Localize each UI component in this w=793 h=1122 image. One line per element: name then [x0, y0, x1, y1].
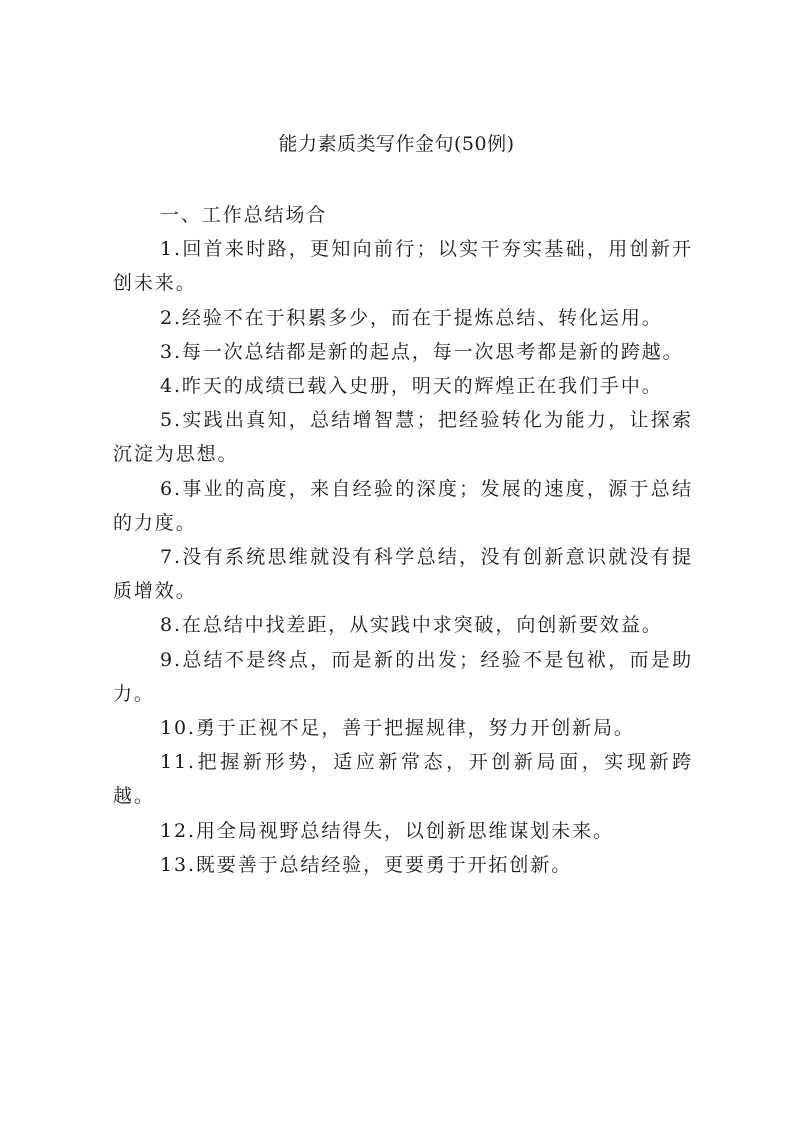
- list-item: 11.把握新形势，适应新常态，开创新局面，实现新跨越。: [113, 751, 693, 808]
- list-item: 3.每一次总结都是新的起点，每一次思考都是新的跨越。: [160, 340, 684, 363]
- list-item: 8.在总结中找差距，从实践中求突破，向创新要效益。: [160, 614, 663, 637]
- list-item: 4.昨天的成绩已载入史册，明天的辉煌正在我们手中。: [160, 375, 663, 398]
- list-item: 5.实践出真知，总结增智慧；把经验转化为能力，让探索沉淀为思想。: [113, 409, 693, 466]
- list-item: 10.勇于正视不足，善于把握规律，努力开创新局。: [160, 717, 635, 740]
- section-heading: 一、工作总结场合: [160, 204, 328, 226]
- list-item: 12.用全局视野总结得失，以创新思维谋划未来。: [160, 819, 614, 842]
- list-item: 6.事业的高度，来自经验的深度；发展的速度，源于总结的力度。: [113, 477, 693, 534]
- document-body: [113, 198, 693, 882]
- document-title: 能力素质类写作金句(50例): [278, 133, 515, 155]
- list-item: 2.经验不在于积累多少，而在于提炼总结、转化运用。: [160, 306, 663, 329]
- list-item: 13.既要善于总结经验，更要勇于开拓创新。: [160, 853, 573, 876]
- list-item: 7.没有系统思维就没有科学总结，没有创新意识就没有提质增效。: [113, 546, 693, 603]
- list-item: 1.回首来时路，更知向前行；以实干夯实基础，用创新开创未来。: [113, 238, 693, 295]
- list-item: 9.总结不是终点，而是新的出发；经验不是包袱，而是助力。: [113, 648, 693, 705]
